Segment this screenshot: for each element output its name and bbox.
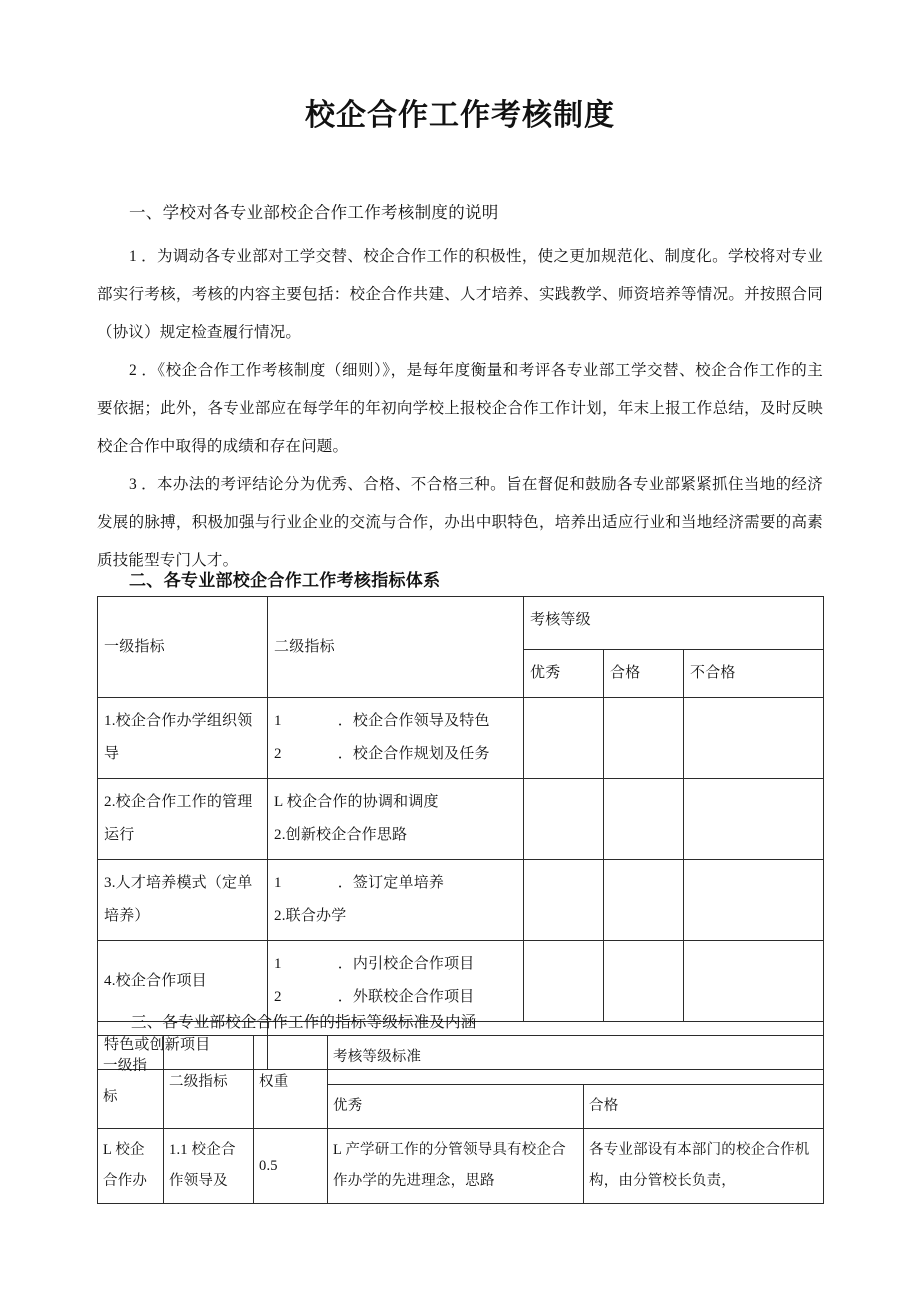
page-title: 校企合作工作考核制度 bbox=[305, 99, 615, 132]
header-grade-excellent: 优秀 bbox=[328, 1085, 584, 1129]
header-grade-unqualified: 不合格 bbox=[684, 650, 824, 698]
header-grade-excellent: 优秀 bbox=[524, 650, 604, 698]
cell-grade-qualified bbox=[604, 779, 684, 860]
cell-primary-indicator: L 校企合作办 bbox=[98, 1129, 164, 1204]
cell-grade-unqualified bbox=[684, 779, 824, 860]
secondary-item: 2 ．校企合作规划及任务 bbox=[274, 746, 490, 762]
cell-secondary-indicator bbox=[268, 779, 524, 860]
header-secondary-indicator: 二级指标 bbox=[268, 597, 524, 698]
header-primary-indicator: 一级指标 bbox=[98, 597, 268, 698]
section-1-body bbox=[97, 198, 823, 580]
secondary-item: 2 ．外联校企合作项目 bbox=[274, 989, 475, 1005]
section-1-paragraph-1: 1 ．为调动各专业部对工学交替、校企合作工作的积极性，使之更加规范化、制度化。学校将对专业部实行考核，考核的内容主要包括：校企合作共建、人才培养、实践教学、师资培养等情况。并按照合同（协议）规定检查履行情况。 bbox=[97, 248, 823, 341]
cell-secondary-indicator bbox=[268, 941, 524, 1022]
cell-grade-qualified bbox=[604, 860, 684, 941]
cell-grade-unqualified bbox=[684, 941, 824, 1022]
cell-primary-indicator: 4.校企合作项目 bbox=[98, 941, 268, 1022]
grade-standard-table bbox=[97, 1035, 824, 1204]
secondary-item: L 校企合作的协调和调度 bbox=[274, 794, 439, 810]
header-primary-indicator: 一级指标 bbox=[98, 1036, 164, 1129]
secondary-item: 1 ．校企合作领导及特色 bbox=[274, 713, 490, 729]
header-grade-group: 考核等级 bbox=[524, 597, 824, 650]
cell-secondary-indicator: 1.1 校企合作领导及 bbox=[164, 1129, 254, 1204]
cell-primary-indicator: 3.人才培养模式（定单培养） bbox=[98, 860, 268, 941]
cell-primary-indicator: 1.校企合作办学组织领导 bbox=[98, 698, 268, 779]
cell-grade-unqualified bbox=[684, 860, 824, 941]
section-3-heading: 三、各专业部校企合作工作的指标等级标准及内涵 bbox=[131, 1014, 477, 1031]
cell-grade-excellent bbox=[524, 698, 604, 779]
header-weight: 权重 bbox=[254, 1036, 328, 1129]
cell-weight: 0.5 bbox=[254, 1129, 328, 1204]
secondary-item: 1 ．内引校企合作项目 bbox=[274, 956, 475, 972]
section-1-paragraph-2: 2 ．《校企合作工作考核制度（细则）》，是每年度衡量和考评各专业部工学交替、校企合作工作的主要依据；此外，各专业部应在每学年的年初向学校上报校企合作工作计划，年末上报工作总结，及时反映校企合作中取得的成绩和存在问题。 bbox=[97, 362, 823, 455]
table-row-header-top bbox=[98, 597, 824, 650]
cell-standard-excellent: L 产学研工作的分管领导具有校企合作办学的先进理念，思路 bbox=[328, 1129, 584, 1204]
secondary-item: 2.创新校企合作思路 bbox=[274, 827, 408, 843]
table-row-header-top bbox=[98, 1036, 824, 1085]
table-row bbox=[98, 779, 824, 860]
section-2-heading: 二、各专业部校企合作工作考核指标体系 bbox=[129, 571, 441, 590]
table-row bbox=[98, 860, 824, 941]
cell-grade-excellent bbox=[524, 860, 604, 941]
cell-primary-indicator: 2.校企合作工作的管理运行 bbox=[98, 779, 268, 860]
header-secondary-indicator: 二级指标 bbox=[164, 1036, 254, 1129]
cell-standard-qualified: 各专业部设有本部门的校企合作机构，由分管校长负责， bbox=[584, 1129, 824, 1204]
section-1-paragraph-3: 3 ．本办法的考评结论分为优秀、合格、不合格三种。旨在督促和鼓励各专业部紧紧抓住当地的经济发展的脉搏，积极加强与行业企业的交流与合作，办出中职特色，培养出适应行业和当地经济需要的高素质技能型专门人才。 bbox=[97, 476, 823, 569]
cell-secondary-indicator bbox=[268, 698, 524, 779]
header-grade-qualified: 合格 bbox=[604, 650, 684, 698]
cell-grade-unqualified bbox=[684, 698, 824, 779]
cell-grade-qualified bbox=[604, 698, 684, 779]
cell-grade-qualified bbox=[604, 941, 684, 1022]
table-row bbox=[98, 1129, 824, 1204]
cell-grade-excellent bbox=[524, 779, 604, 860]
cell-primary-indicator: 特色或创新项目 bbox=[98, 1022, 268, 1070]
indicator-system-table bbox=[97, 596, 824, 1070]
cell-secondary-indicator bbox=[268, 860, 524, 941]
table-row bbox=[98, 941, 824, 1022]
cell-grade-excellent bbox=[524, 941, 604, 1022]
secondary-item: 2.联合办学 bbox=[274, 908, 347, 924]
header-grade-qualified: 合格 bbox=[584, 1085, 824, 1129]
secondary-item: 1 ．签订定单培养 bbox=[274, 875, 445, 891]
header-grade-standard-group: 考核等级标准 bbox=[328, 1036, 824, 1085]
section-1-heading: 一、学校对各专业部校企合作工作考核制度的说明 bbox=[129, 203, 499, 222]
table-row bbox=[98, 698, 824, 779]
